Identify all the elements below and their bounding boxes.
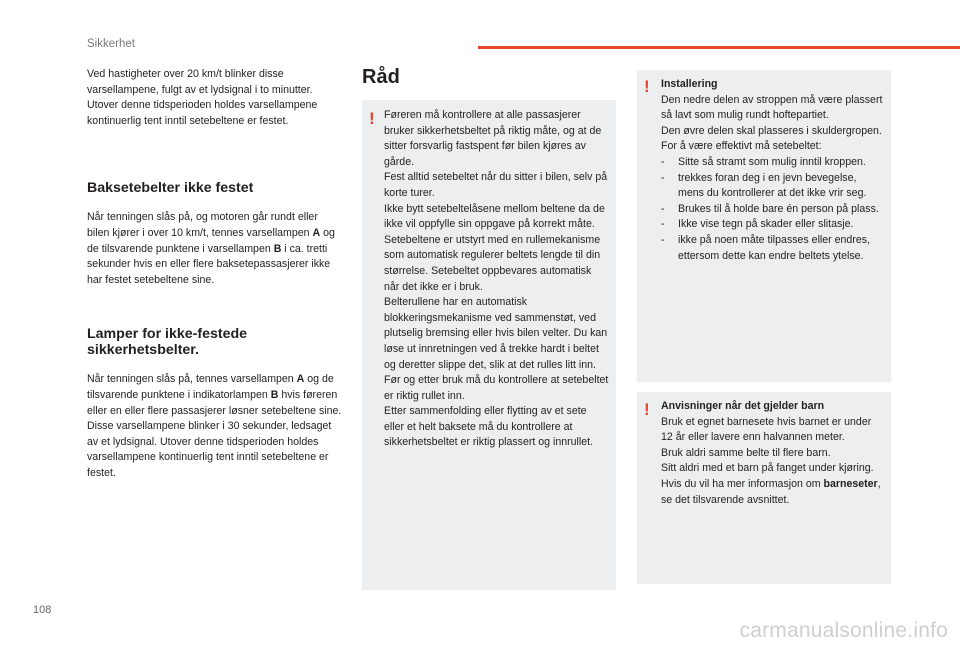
installation-line: Den øvre delen skal plasseres i skuldergropen. [661, 124, 882, 137]
lamp-a-label: A [296, 373, 305, 386]
warning-icon: ! [644, 77, 650, 96]
page-number: 108 [33, 604, 52, 616]
advice-paragraph: Belterullene har en automatisk blokkeringsmekanisme ved sammenstøt, ved plutselig bremsing eller hvis bilen velter. Du kan løse ut innretningen ved å trekke hardt i beltet og deretter slippe det, slik at det rulles litt inn. [384, 296, 608, 371]
left-column [87, 67, 342, 482]
belt-requirements-list [661, 155, 885, 264]
installation-text [661, 77, 885, 264]
lamp-a-label: A [312, 226, 321, 239]
children-line: Bruk aldri samme belte til flere barn. [661, 446, 831, 459]
unfastened-lamps-paragraph [87, 372, 342, 419]
advice-paragraph: Fest alltid setebeltet når du sitter i bilen, selv på korte turer. [384, 171, 608, 199]
children-box [637, 392, 891, 584]
children-line: Sitt aldri med et barn på fanget under kjøring. [661, 462, 874, 475]
children-title: Anvisninger når det gjelder barn [661, 400, 825, 412]
list-item: - Sitte så stramt som mulig inntil kroppen. [661, 155, 885, 171]
advice-paragraph: Ikke bytt setebeltelåsene mellom beltene da de ikke vil oppfylle sin oppgave på korrekt måte. [384, 202, 605, 231]
watermark: carmanualsonline.info [739, 619, 948, 642]
list-item: - ikke på noen måte tilpasses eller endres, ettersom dette kan endre beltets ytelse. [661, 233, 885, 264]
text-run: og de tilsvarende punktene i varsellampen [87, 226, 335, 255]
installation-title: Installering [661, 78, 718, 90]
children-line: Bruk et egnet barnesete hvis barnet er under 12 år eller lavere enn halvannen meter. [661, 415, 872, 444]
advice-text [384, 108, 609, 451]
advice-paragraph: Før og etter bruk må du kontrollere at setebeltet er riktig rullet inn. [384, 374, 609, 402]
text-run: og de tilsvarende punktene i indikatorlampen [87, 373, 334, 401]
text-run: , se det tilsvarende avsnittet. [661, 477, 881, 506]
text-run: Hvis du vil ha mer informasjon om [661, 477, 824, 490]
advice-paragraph: Etter sammenfolding eller flytting av et sete eller et helt baksete må du kontrollere at sikkerhetsbeltet er riktig plassert og innrullet. [384, 405, 594, 449]
advice-paragraph: Setebeltene er utstyrt med en rullemekanisme som automatisk regulerer beltets lengde til din størrelse. Setebeltet oppbevares automatisk når det ikke er i bruk. [384, 233, 601, 293]
section-label: Sikkerhet [87, 38, 135, 50]
installation-box [637, 70, 891, 382]
list-item: - Brukes til å holde bare én person på plass. [661, 202, 885, 218]
text-run: hvis føreren eller en eller flere passasjerer løsner setebeltene sine. [87, 388, 342, 417]
text-run: Når tenningen slås på, og motoren går rundt eller bilen kjører i over 10 km/t, tennes varsellampen [87, 211, 318, 239]
installation-line: For å være effektivt må setebeltet: [661, 140, 822, 153]
heading-rear-belts: Baksetebelter ikke festet [87, 180, 254, 197]
advice-paragraph: Føreren må kontrollere at alle passasjerer bruker sikkerhetsbeltet på riktig måte, og at de sitter forsvarlig fastspent før bilen kjøres av gårde. [384, 109, 602, 168]
lamp-b-label: B [270, 388, 279, 401]
text-run: Når tenningen slås på, tennes varsellampen [87, 373, 297, 386]
text-run: i ca. tretti sekunder hvis en eller flere baksetepassasjerer ikke har festet setebeltene sine. [87, 242, 331, 286]
intro-paragraph: Ved hastigheter over 20 km/t blinker disse varsellampene, fulgt av et lydsignal i to minutter. Utover denne tidsperioden holdes varsellampene kontinuerlig tent inntil setebeltene er festet. [87, 68, 318, 127]
children-line [661, 477, 885, 508]
advice-heading: Råd [362, 66, 400, 88]
children-text [661, 399, 885, 508]
child-seats-link-text: barneseter [823, 477, 878, 490]
list-item: - Ikke vise tegn på skader eller slitasje. [661, 217, 885, 233]
warning-icon: ! [644, 400, 650, 419]
installation-line: Den nedre delen av stroppen må være plassert så lavt som mulig rundt hoftepartiet. [661, 93, 883, 122]
warning-icon: ! [369, 109, 375, 128]
lamp-b-label: B [273, 242, 282, 255]
advice-box [362, 100, 616, 590]
heading-unfastened-lamps: Lamper for ikke-festede sikkerhetsbelter. [87, 326, 248, 359]
list-item: - trekkes foran deg i en jevn bevegelse, mens du kontrollerer at det ikke vrir seg. [661, 171, 885, 202]
blinking-paragraph: Disse varsellampene blinker i 30 sekunder, ledsaget av et lydsignal. Utover denne tidsperioden holdes varsellampene kontinuerlig tent inntil setebeltene er festet. [87, 420, 332, 479]
header-red-rule [478, 46, 960, 49]
rear-belts-paragraph [87, 210, 342, 288]
